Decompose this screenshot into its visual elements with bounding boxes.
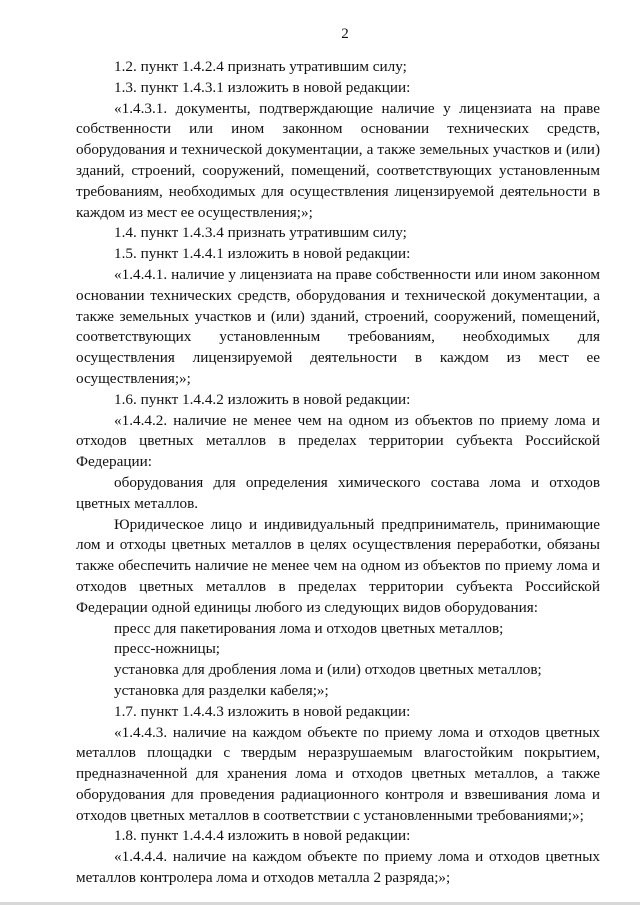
page-number: 2 — [341, 26, 349, 42]
list-item: установка для разделки кабеля;»; — [114, 681, 329, 699]
paragraph: «1.4.4.2. наличие не менее чем на одном из объектов по приему лома и отходов цветных металлов в пределах территории субъекта Российской Федерации: — [76, 411, 600, 471]
paragraph: 1.2. пункт 1.4.2.4 признать утратившим силу; — [114, 58, 407, 75]
list-item: установка для дробления лома и (или) отходов цветных металлов; — [114, 661, 542, 679]
paragraph: Юридическое лицо и индивидуальный предприниматель, принимающие лом и отходы цветных металлов в целях осуществления переработки, обязаны также обеспечить наличие не менее чем на одном из объектов по приему лома и отходов цветных металлов в пределах территории субъекта Российской Федерации одной единицы любого из следующих видов оборудования: — [76, 515, 600, 616]
paragraph: 1.7. пункт 1.4.4.3 изложить в новой редакции: — [114, 702, 411, 720]
paragraph: «1.4.4.1. наличие у лицензиата на праве собственности или ином законном основании технических средств, оборудования и технической документации, а также земельных участков и (или) зданий, строений, сооружений, помещений, соответствующих установленным требованиям, необходимых для осуществления лицензируемой деятельности в каждом из мест ее осуществления;»; — [76, 265, 600, 387]
paragraph: оборудования для определения химического состава лома и отходов цветных металлов. — [76, 473, 600, 512]
list-item: пресс для пакетирования лома и отходов цветных металлов; — [114, 619, 504, 637]
paragraph: 1.4. пункт 1.4.3.4 признать утратившим силу; — [114, 224, 407, 242]
paragraph: 1.5. пункт 1.4.4.1 изложить в новой редакции: — [114, 245, 411, 263]
paragraph: «1.4.4.3. наличие на каждом объекте по приему лома и отходов цветных металлов площадки с твердым неразрушаемым влагостойким покрытием, предназначенной для хранения лома и отходов цветных металлов, а также оборудования для проведения радиационного контроля и взвешивания лома и отходов цветных металлов в соответствии с установленными требованиями;»; — [76, 723, 600, 824]
paragraph: 1.3. пункт 1.4.3.1 изложить в новой редакции: — [114, 78, 411, 96]
paragraph: «1.4.4.4. наличие на каждом объекте по приему лома и отходов цветных металлов контролера лома и отходов металла 2 разряда;»; — [76, 848, 600, 887]
paragraph: 1.8. пункт 1.4.4.4 изложить в новой редакции: — [114, 827, 411, 845]
paragraph: «1.4.3.1. документы, подтверждающие наличие у лицензиата на праве собственности или ином законном основании технических средств, оборудования и технической документации, а также земельных участков и (или) зданий, строений, сооружений, помещений, соответствующих установленным требованиям, необходимых для осуществления лицензируемой деятельности в каждом из мест ее осуществления;»; — [76, 99, 600, 221]
paragraph: 1.6. пункт 1.4.4.2 изложить в новой редакции: — [114, 390, 411, 408]
list-item: пресс-ножницы; — [114, 640, 221, 658]
